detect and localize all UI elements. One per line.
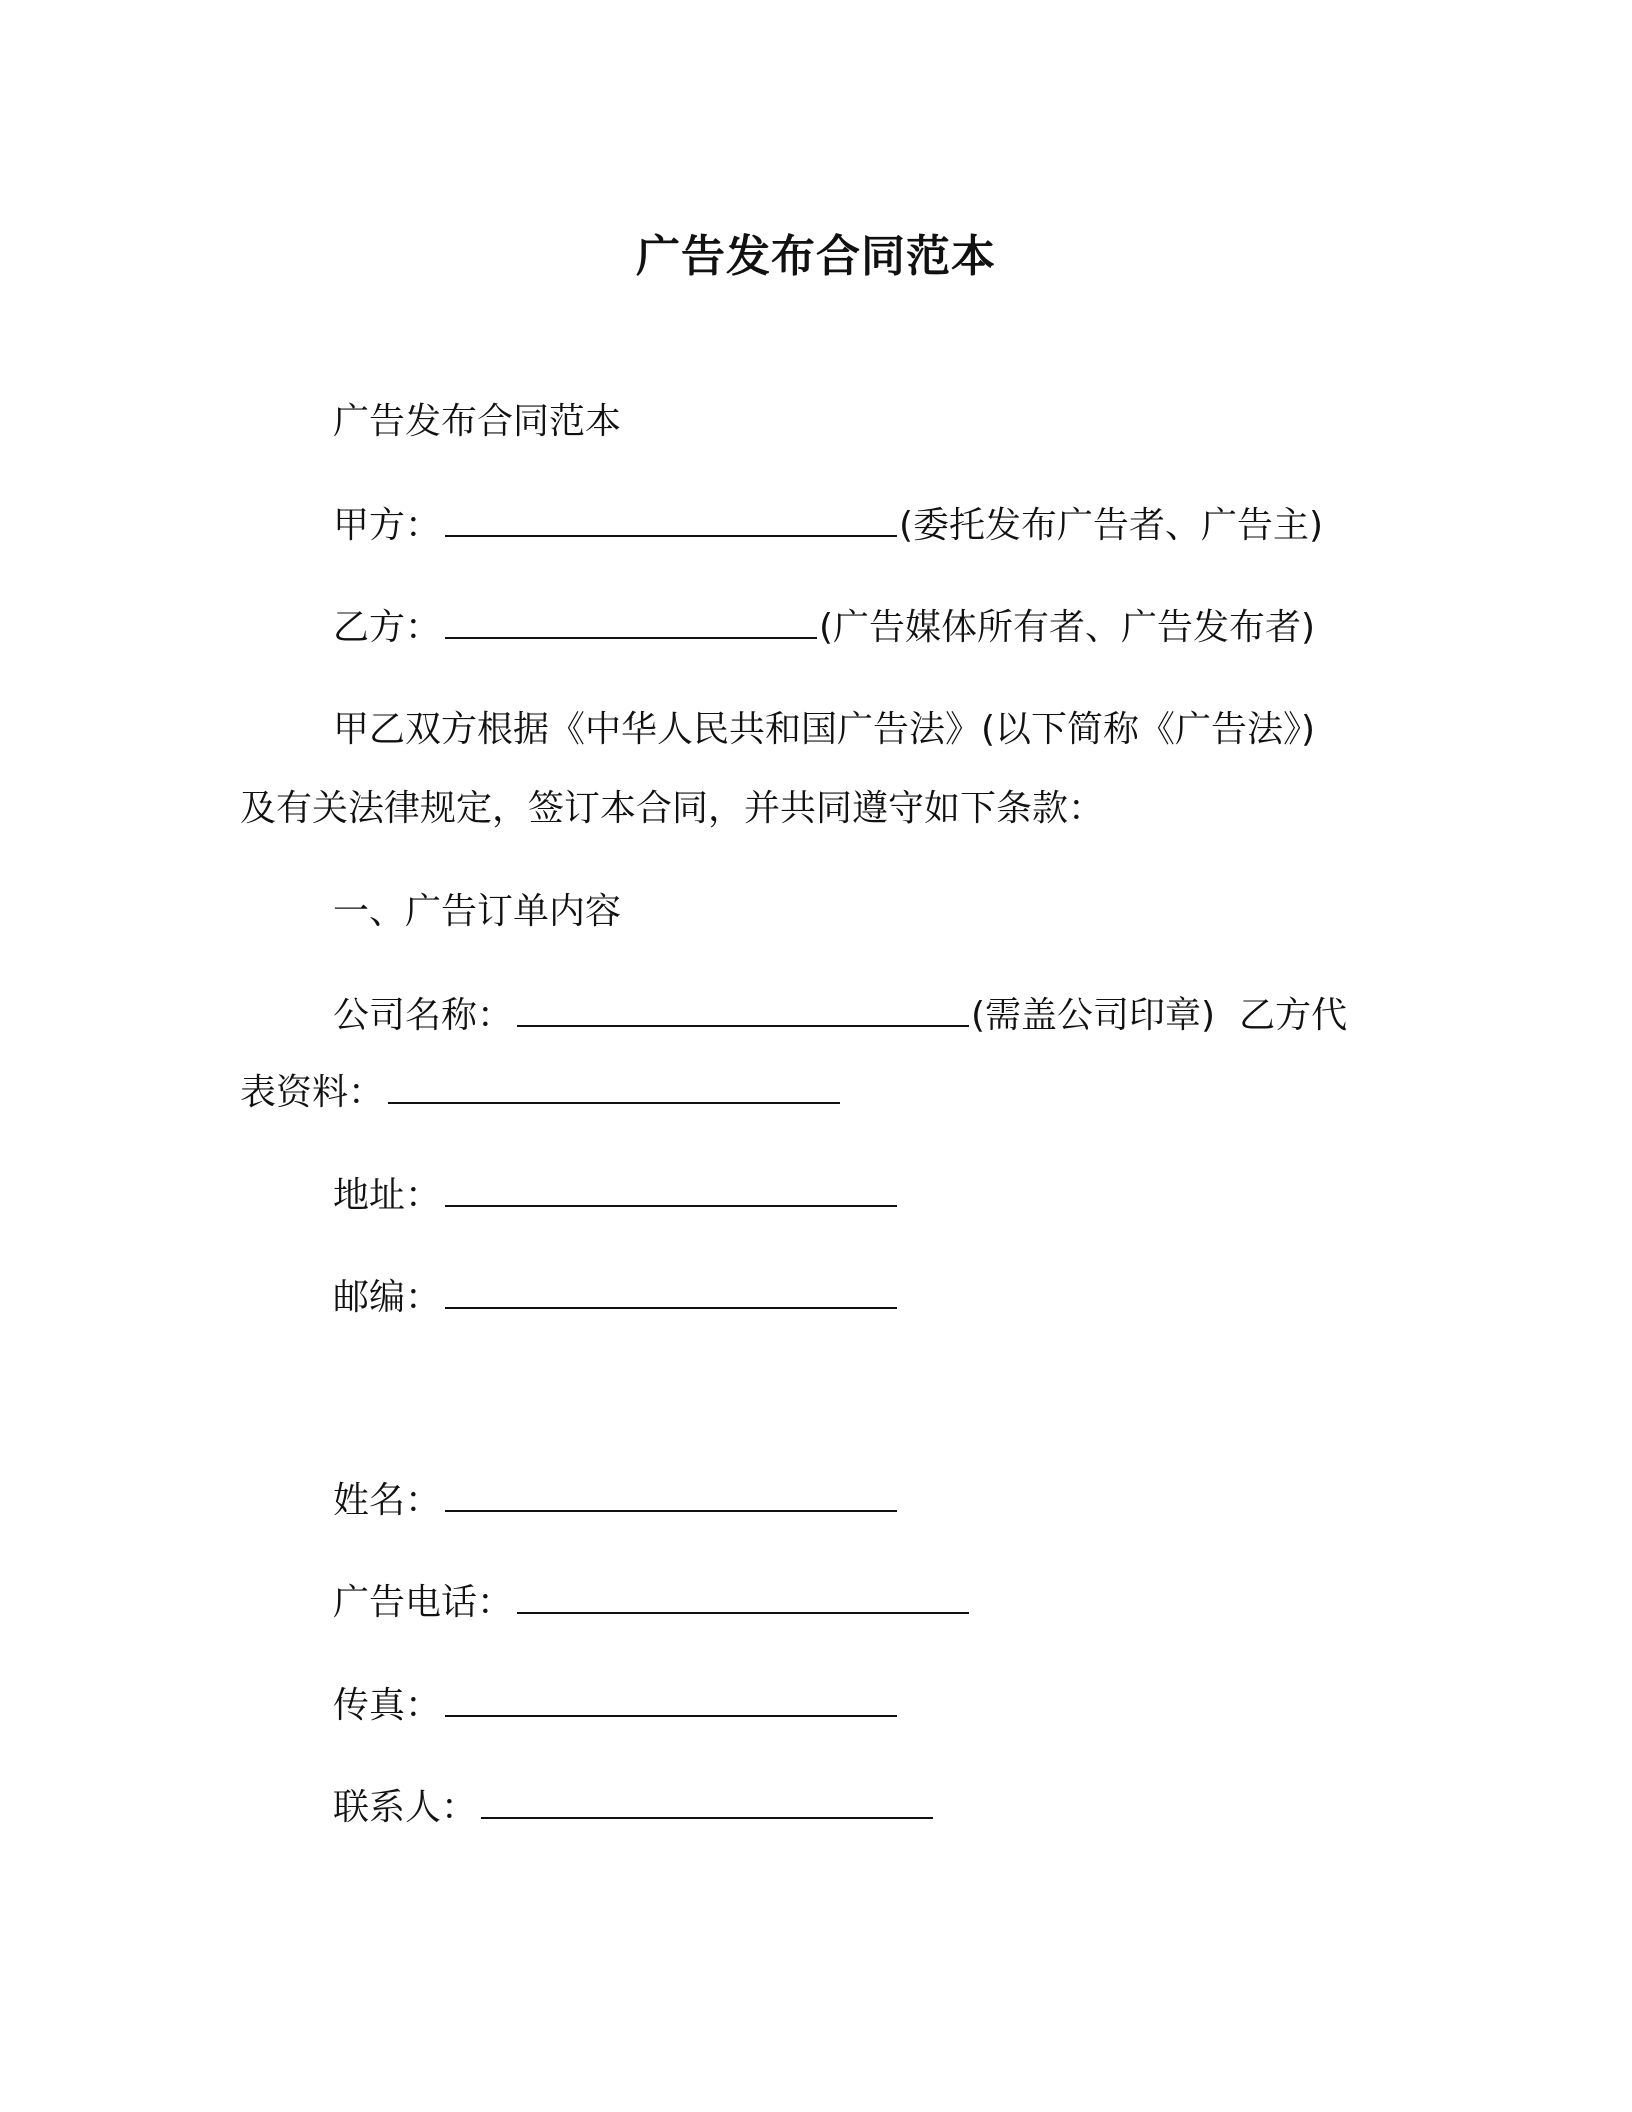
postcode-line bbox=[333, 1275, 899, 1320]
rep-info-label: 表资料： bbox=[240, 1072, 385, 1113]
address-blank bbox=[445, 1173, 897, 1207]
preamble-line-2: 及有关法律规定，签订本合同，并共同遵守如下条款： bbox=[240, 788, 1105, 829]
contact-blank bbox=[481, 1785, 933, 1819]
postcode-label: 邮编： bbox=[333, 1277, 442, 1318]
address-label: 地址： bbox=[333, 1175, 442, 1216]
party-b-label: 乙方： bbox=[333, 607, 442, 648]
party-b-note: (广告媒体所有者、广告发布者) bbox=[819, 607, 1316, 648]
ad-phone-line bbox=[333, 1580, 971, 1625]
party-a-label: 甲方： bbox=[333, 505, 442, 546]
company-blank bbox=[517, 993, 969, 1027]
section-1-heading: 一、广告订单内容 bbox=[333, 891, 622, 932]
name-blank bbox=[445, 1478, 897, 1512]
company-label: 公司名称： bbox=[333, 995, 514, 1036]
document-title: 广告发布合同范本 bbox=[636, 231, 996, 282]
company-line bbox=[333, 993, 1347, 1038]
postcode-blank bbox=[445, 1275, 897, 1309]
name-label: 姓名： bbox=[333, 1480, 442, 1521]
party-a-blank bbox=[445, 503, 897, 537]
fax-blank bbox=[445, 1683, 897, 1717]
company-note: (需盖公司印章) bbox=[971, 995, 1216, 1036]
name-line bbox=[333, 1478, 899, 1523]
party-b-line bbox=[333, 605, 1315, 650]
company-continuation: 乙方代 bbox=[1239, 995, 1348, 1036]
subtitle: 广告发布合同范本 bbox=[333, 401, 622, 442]
fax-label: 传真： bbox=[333, 1685, 442, 1726]
rep-info-line bbox=[240, 1070, 842, 1115]
ad-phone-label: 广告电话： bbox=[333, 1582, 514, 1623]
address-line bbox=[333, 1173, 899, 1218]
ad-phone-blank bbox=[517, 1580, 969, 1614]
party-a-note: (委托发布广告者、广告主) bbox=[899, 505, 1324, 546]
fax-line bbox=[333, 1683, 899, 1728]
party-b-blank bbox=[445, 605, 817, 639]
party-a-line bbox=[333, 503, 1323, 548]
contact-label: 联系人： bbox=[333, 1787, 478, 1828]
contact-line bbox=[333, 1785, 935, 1830]
rep-info-blank bbox=[388, 1070, 840, 1104]
preamble-line-1: 甲乙双方根据《中华人民共和国广告法》(以下简称《广告法》) bbox=[333, 709, 1316, 750]
